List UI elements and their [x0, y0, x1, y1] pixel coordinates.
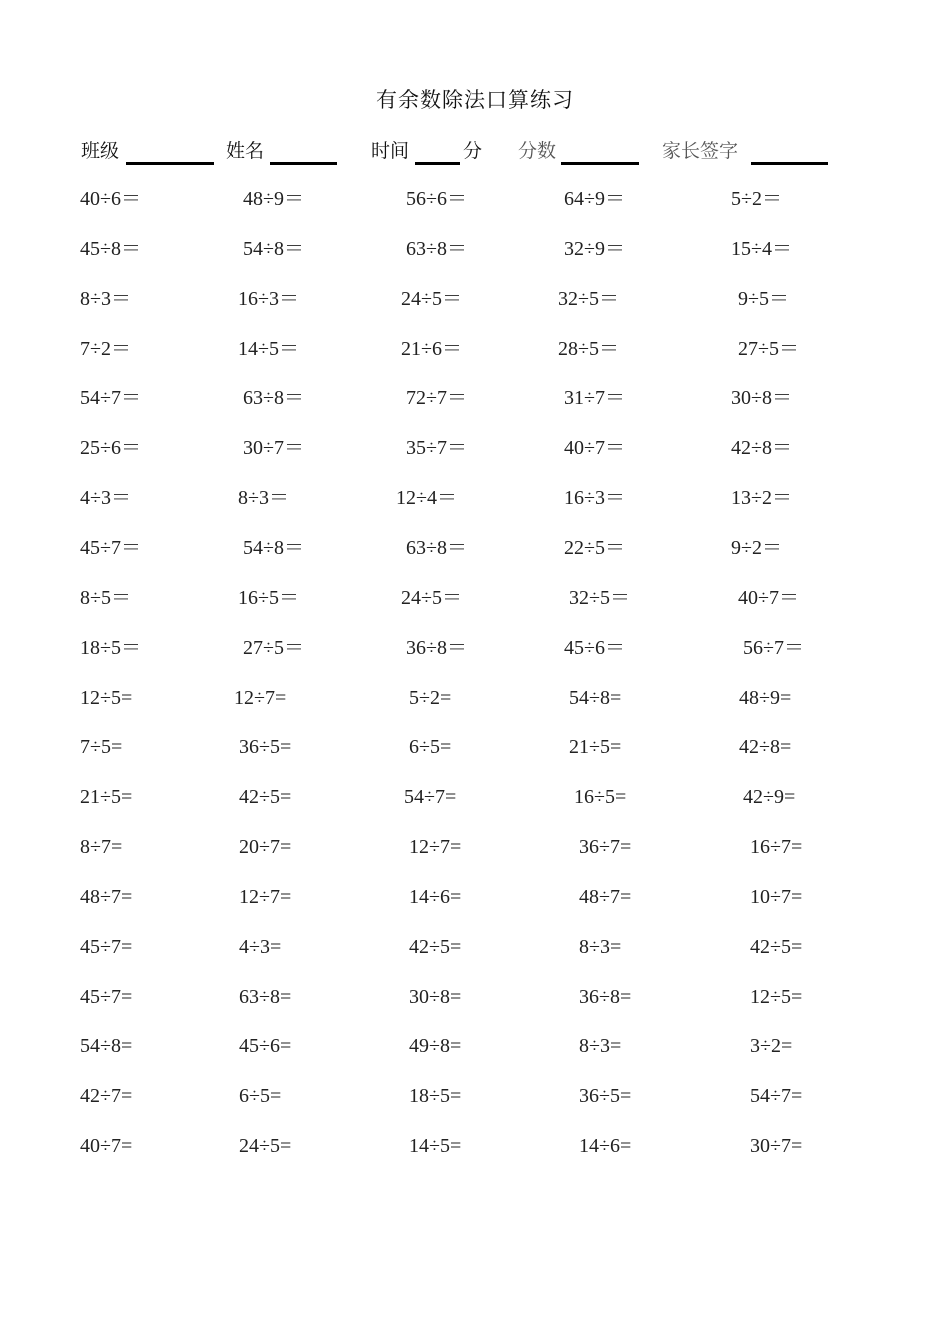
problem-r5-c5: 30÷8＝ — [731, 387, 792, 409]
problem-r4-c5: 27÷5＝ — [738, 338, 799, 360]
problem-r11-c1: 12÷5= — [80, 687, 133, 709]
problem-r4-c3: 21÷6＝ — [401, 338, 462, 360]
problem-r2-c4: 32÷9＝ — [564, 238, 625, 260]
problem-r7-c5: 13÷2＝ — [731, 487, 792, 509]
problem-r11-c5: 48÷9= — [739, 687, 792, 709]
time-label: 时间 — [371, 140, 410, 162]
problem-r13-c4: 16÷5= — [574, 786, 627, 808]
problem-r13-c3: 54÷7= — [404, 786, 457, 808]
problem-r2-c2: 54÷8＝ — [243, 238, 304, 260]
problem-r1-c3: 56÷6＝ — [406, 188, 467, 210]
class-label: 班级 — [81, 140, 120, 162]
problem-r15-c2: 12÷7= — [239, 886, 292, 908]
problem-r7-c4: 16÷3＝ — [564, 487, 625, 509]
parent-sign-label: 家长签字 — [662, 140, 739, 162]
problem-r12-c5: 42÷8= — [739, 736, 792, 758]
problem-r14-c3: 12÷7= — [409, 836, 462, 858]
problem-r1-c2: 48÷9＝ — [243, 188, 304, 210]
problem-r8-c4: 22÷5＝ — [564, 537, 625, 559]
problem-r10-c3: 36÷8＝ — [406, 637, 467, 659]
problem-r10-c5: 56÷7＝ — [743, 637, 804, 659]
problem-r2-c3: 63÷8＝ — [406, 238, 467, 260]
problem-r19-c4: 36÷5= — [579, 1085, 632, 1107]
problem-r9-c3: 24÷5＝ — [401, 587, 462, 609]
problem-r10-c1: 18÷5＝ — [80, 637, 141, 659]
problem-r11-c4: 54÷8= — [569, 687, 622, 709]
problem-r20-c1: 40÷7= — [80, 1135, 133, 1157]
problem-r20-c2: 24÷5= — [239, 1135, 292, 1157]
problem-r12-c4: 21÷5= — [569, 736, 622, 758]
problem-r16-c4: 8÷3= — [579, 936, 622, 958]
problem-r9-c4: 32÷5＝ — [569, 587, 630, 609]
problem-r15-c5: 10÷7= — [750, 886, 803, 908]
problem-r5-c3: 72÷7＝ — [406, 387, 467, 409]
problem-r6-c4: 40÷7＝ — [564, 437, 625, 459]
problem-r7-c3: 12÷4＝ — [396, 487, 457, 509]
problem-r16-c1: 45÷7= — [80, 936, 133, 958]
problem-r19-c2: 6÷5= — [239, 1085, 282, 1107]
problem-r15-c4: 48÷7= — [579, 886, 632, 908]
problem-r14-c4: 36÷7= — [579, 836, 632, 858]
problem-r8-c3: 63÷8＝ — [406, 537, 467, 559]
problem-r7-c2: 8÷3＝ — [238, 487, 289, 509]
problem-r10-c4: 45÷6＝ — [564, 637, 625, 659]
problem-r13-c2: 42÷5= — [239, 786, 292, 808]
problem-r13-c5: 42÷9= — [743, 786, 796, 808]
problem-r3-c4: 32÷5＝ — [558, 288, 619, 310]
problem-r20-c3: 14÷5= — [409, 1135, 462, 1157]
problem-r2-c5: 15÷4＝ — [731, 238, 792, 260]
problem-r15-c1: 48÷7= — [80, 886, 133, 908]
problem-r13-c1: 21÷5= — [80, 786, 133, 808]
problem-r2-c1: 45÷8＝ — [80, 238, 141, 260]
class-blank[interactable] — [126, 162, 214, 165]
minutes-label: 分 — [463, 140, 483, 162]
problem-r6-c3: 35÷7＝ — [406, 437, 467, 459]
problem-r17-c4: 36÷8= — [579, 986, 632, 1008]
worksheet-title: 有余数除法口算练习 — [376, 88, 574, 112]
problem-r5-c1: 54÷7＝ — [80, 387, 141, 409]
name-label: 姓名 — [226, 140, 265, 162]
problem-r17-c5: 12÷5= — [750, 986, 803, 1008]
time-blank[interactable] — [415, 162, 460, 165]
problem-r18-c3: 49÷8= — [409, 1035, 462, 1057]
problem-r19-c5: 54÷7= — [750, 1085, 803, 1107]
problem-r1-c5: 5÷2＝ — [731, 188, 782, 210]
problem-r4-c1: 7÷2＝ — [80, 338, 131, 360]
problem-r5-c4: 31÷7＝ — [564, 387, 625, 409]
problem-r12-c3: 6÷5= — [409, 736, 452, 758]
problem-r11-c2: 12÷7= — [234, 687, 287, 709]
problem-r8-c5: 9÷2＝ — [731, 537, 782, 559]
problem-r18-c4: 8÷3= — [579, 1035, 622, 1057]
problem-r18-c2: 45÷6= — [239, 1035, 292, 1057]
parent-sign-blank[interactable] — [751, 162, 828, 165]
problem-r16-c5: 42÷5= — [750, 936, 803, 958]
problem-r12-c1: 7÷5= — [80, 736, 123, 758]
problem-r11-c3: 5÷2= — [409, 687, 452, 709]
problem-r8-c1: 45÷7＝ — [80, 537, 141, 559]
problem-r10-c2: 27÷5＝ — [243, 637, 304, 659]
problem-r3-c2: 16÷3＝ — [238, 288, 299, 310]
problem-r20-c5: 30÷7= — [750, 1135, 803, 1157]
problem-r18-c1: 54÷8= — [80, 1035, 133, 1057]
problem-r5-c2: 63÷8＝ — [243, 387, 304, 409]
name-blank[interactable] — [270, 162, 337, 165]
problem-r17-c2: 63÷8= — [239, 986, 292, 1008]
problem-r14-c1: 8÷7= — [80, 836, 123, 858]
problem-r6-c2: 30÷7＝ — [243, 437, 304, 459]
problem-r9-c1: 8÷5＝ — [80, 587, 131, 609]
problem-r3-c1: 8÷3＝ — [80, 288, 131, 310]
problem-r19-c1: 42÷7= — [80, 1085, 133, 1107]
problem-r1-c1: 40÷6＝ — [80, 188, 141, 210]
problem-r12-c2: 36÷5= — [239, 736, 292, 758]
problem-r16-c2: 4÷3= — [239, 936, 282, 958]
problem-r17-c3: 30÷8= — [409, 986, 462, 1008]
problem-r20-c4: 14÷6= — [579, 1135, 632, 1157]
problem-r16-c3: 42÷5= — [409, 936, 462, 958]
problem-r9-c5: 40÷7＝ — [738, 587, 799, 609]
score-label: 分数 — [518, 140, 557, 162]
problem-r8-c2: 54÷8＝ — [243, 537, 304, 559]
problem-r19-c3: 18÷5= — [409, 1085, 462, 1107]
problem-r14-c2: 20÷7= — [239, 836, 292, 858]
problem-r1-c4: 64÷9＝ — [564, 188, 625, 210]
problem-r3-c5: 9÷5＝ — [738, 288, 789, 310]
score-blank[interactable] — [561, 162, 639, 165]
problem-r17-c1: 45÷7= — [80, 986, 133, 1008]
problem-r6-c1: 25÷6＝ — [80, 437, 141, 459]
problem-r15-c3: 14÷6= — [409, 886, 462, 908]
problem-r6-c5: 42÷8＝ — [731, 437, 792, 459]
problem-r7-c1: 4÷3＝ — [80, 487, 131, 509]
problem-r14-c5: 16÷7= — [750, 836, 803, 858]
problem-r18-c5: 3÷2= — [750, 1035, 793, 1057]
problem-r9-c2: 16÷5＝ — [238, 587, 299, 609]
problem-r4-c4: 28÷5＝ — [558, 338, 619, 360]
problem-r3-c3: 24÷5＝ — [401, 288, 462, 310]
problem-r4-c2: 14÷5＝ — [238, 338, 299, 360]
